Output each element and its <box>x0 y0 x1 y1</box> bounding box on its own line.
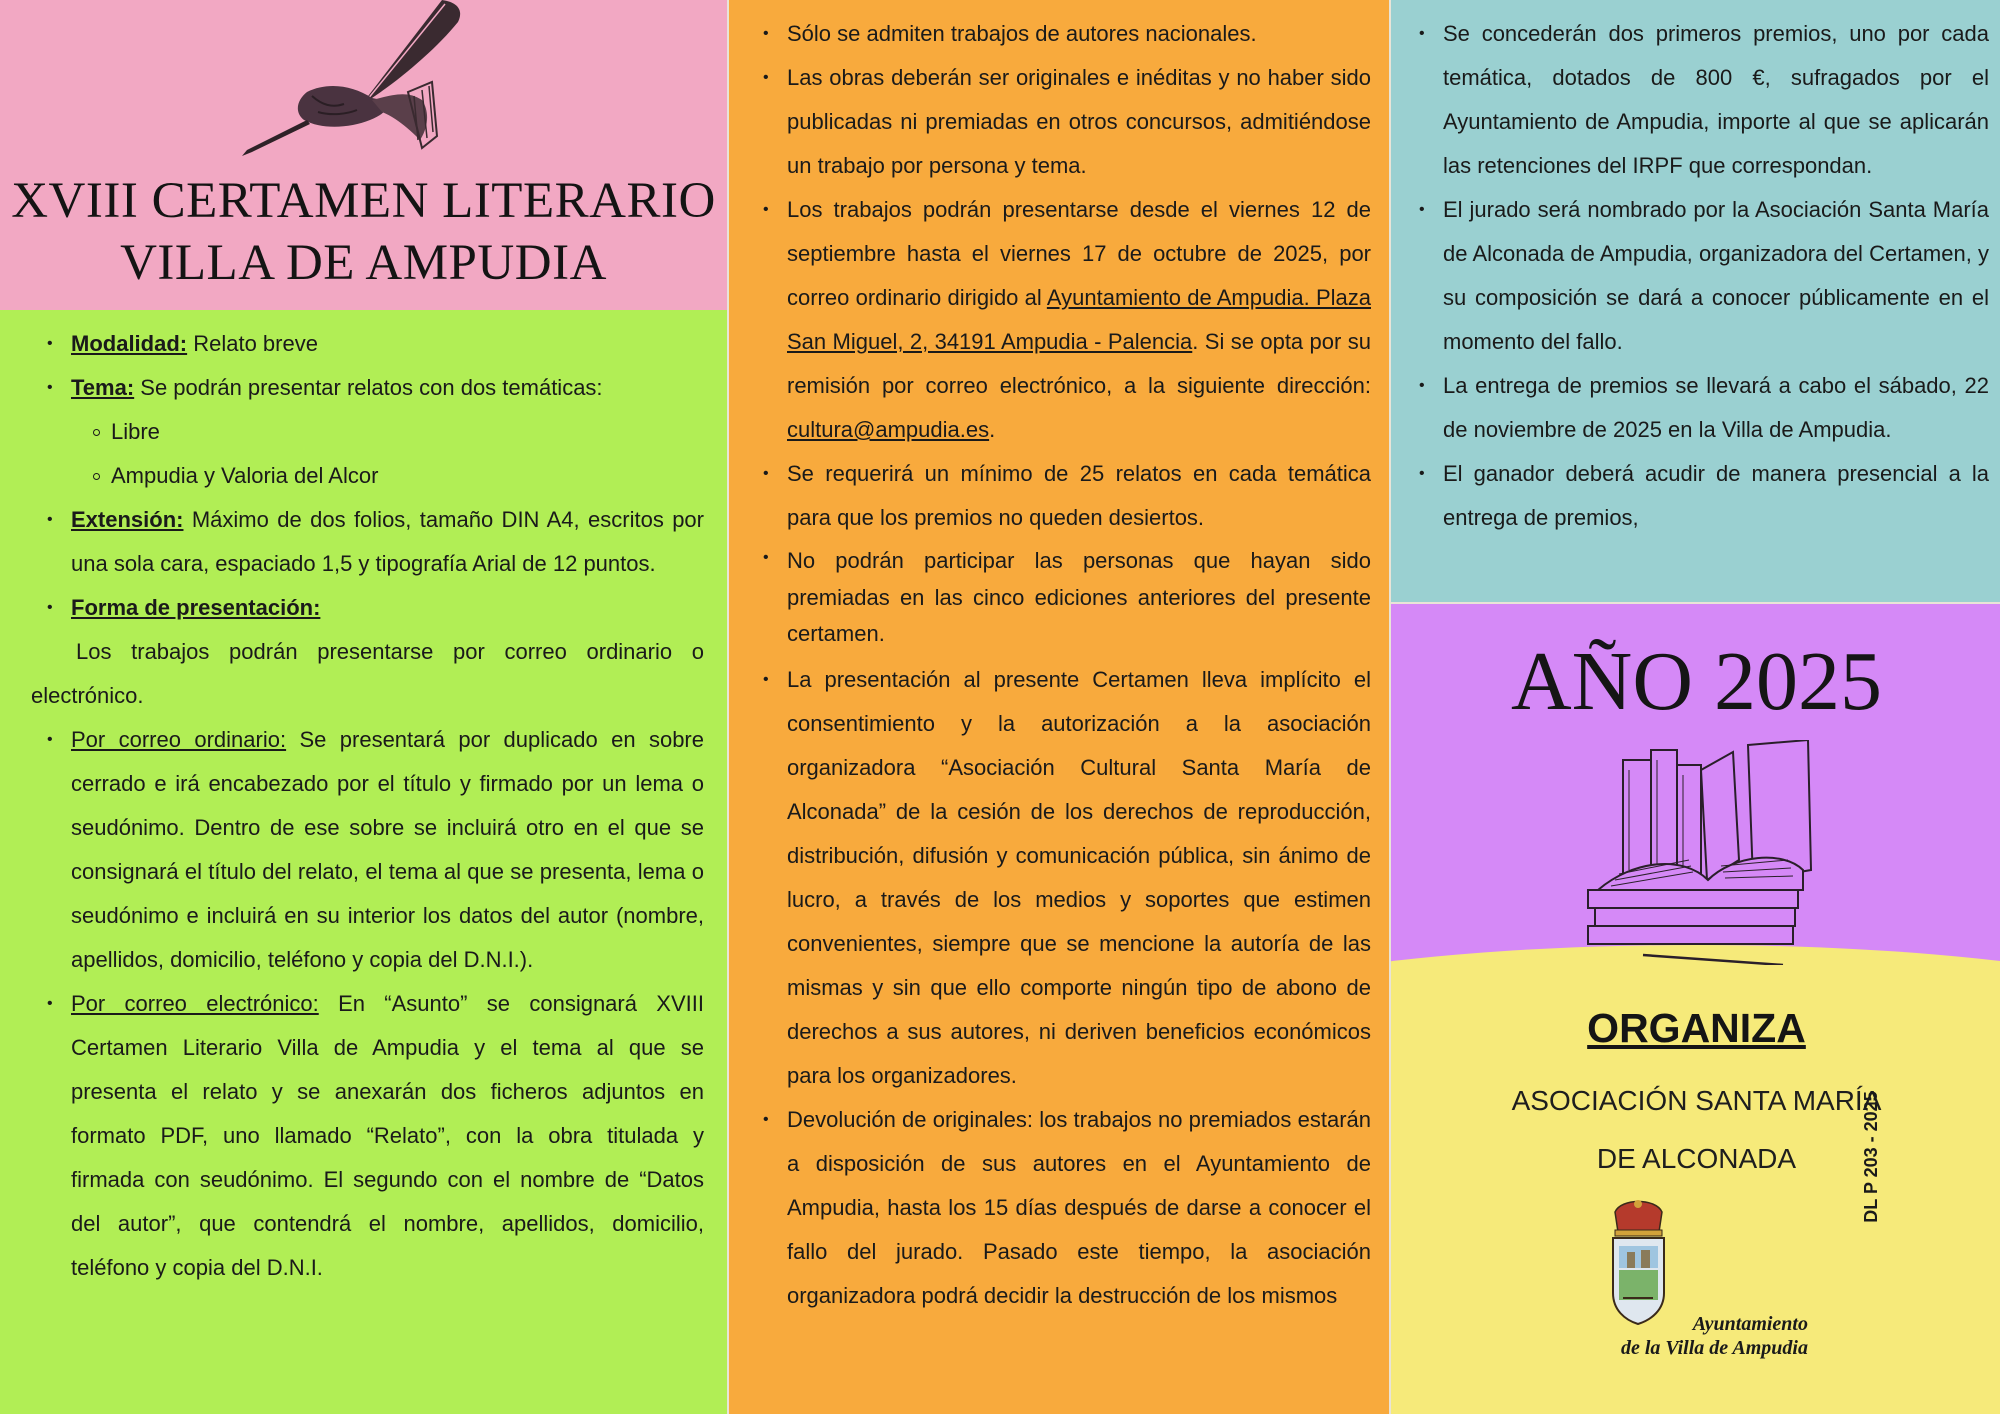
list-item-nacionales: • Sólo se admiten trabajos de autores nacionales. <box>747 12 1371 56</box>
organizer-name-line-2: DE ALCONADA <box>1596 1143 1797 1174</box>
list-item-premios: • Se concederán dos primeros premios, uno por cada temática, dotados de 800 €, sufragados por el Ayuntamiento de Ampudia, importe al que se aplicarán las retenciones del IRPF que correspondan. <box>1403 12 1989 188</box>
email-link[interactable]: cultura@ampudia.es <box>787 417 990 442</box>
list-item-exclusion: • No podrán participar las personas que hayan sido premiadas en las cinco ediciones anteriores del presente certamen. <box>747 540 1371 658</box>
column-middle <box>727 0 1389 1414</box>
rules-list-2 <box>31 498 704 630</box>
text-tema: Se podrán presentar relatos con dos temáticas: <box>134 375 603 400</box>
list-item-devolucion: • Devolución de originales: los trabajos no premiados estarán a disposición de sus autores en el Ayuntamiento de Ampudia, hasta los 15 días después de darse a conocer el fallo del jurado. Pasado este tiempo, la asociación organizadora podrá decidir la destrucción de los mismos <box>747 1098 1371 1318</box>
forma-text: Los trabajos podrán presentarse por correo ordinario o electrónico. <box>31 639 704 708</box>
list-item-cesion: • La presentación al presente Certamen lleva implícito el consentimiento y la autorización a la asociación organizadora “Asociación Cultural Santa María de Alconada” de la cesión de los derechos de reproducción, distribución, difusión y comunicación pública, sin ánimo de lucro, a través de los medios y soportes que estimen convenientes, siempre que se mencione la autoría de las mismas y sin que ello comporte ningún tipo de abono de derechos a sus autores, ni deriven beneficios económicos para los organizadores. <box>747 658 1371 1098</box>
text-ordinario: Se presentará por duplicado en sobre cerrado e irá encabezado por el título y firmado por un lema o seudónimo. Dentro de ese sobre se incluirá otro en el que se consignará el título del relato, el tema al que se presenta, lema o seudónimo e incluirá en su interior los datos del autor (nombre, apellidos, domicilio, teléfono y copia del D.N.I.). <box>71 727 704 972</box>
organiza-heading: ORGANIZA <box>1587 1005 1806 1051</box>
tema-options <box>31 410 704 498</box>
label-electronico: Por correo electrónico: <box>71 991 319 1016</box>
plazos-text-2: . Si se opta por su remisión por correo electrónico, a la siguiente dirección: <box>787 329 1371 398</box>
title-line-2: VILLA DE AMPUDIA <box>120 235 607 291</box>
rules-list-3 <box>31 718 704 1290</box>
legal-deposit: DL P 203 - 2025 <box>1861 1091 1881 1223</box>
column-right <box>1389 0 2000 1414</box>
list-item-ordinario <box>31 718 704 982</box>
organizer-name <box>1391 1072 2000 1188</box>
list-item-jurado: • El jurado será nombrado por la Asociación Santa María de Alconada de Ampudia, organizadora del Certamen, y su composición se dará a conocer públicamente en el momento del fallo. <box>1403 188 1989 364</box>
column-left <box>0 0 727 1414</box>
title-line-1: XVIII CERTAMEN LITERARIO <box>11 173 716 229</box>
rules-right <box>1403 12 1989 540</box>
ayuntamiento-line-2: de la Villa de Ampudia <box>1620 1337 1808 1359</box>
quill-hand-illustration <box>232 0 492 158</box>
list-item-originales: • Las obras deberán ser originales e inéditas y no haber sido publicadas ni premiadas en otros concursos, admitiéndose un trabajo por persona y tema. <box>747 56 1371 188</box>
label-ordinario: Por correo ordinario: <box>71 727 287 752</box>
list-item-extension <box>31 498 704 586</box>
plazos-text-3: . <box>989 417 996 442</box>
plazos-text: Los trabajos podrán presentarse desde el viernes 12 de septiembre hasta el viernes 17 de octubre de 2025, por correo ordinario dirigido al <box>787 197 1371 310</box>
list-item-plazos <box>747 188 1371 452</box>
rules-list-1 <box>31 322 704 410</box>
list-item-minimo: • Se requerirá un mínimo de 25 relatos en cada temática para que los premios no queden desiertos. <box>747 452 1371 540</box>
title-header <box>0 0 727 310</box>
text-modalidad: Relato breve <box>187 331 318 356</box>
address-link[interactable]: Ayuntamiento de Ampudia. Plaza San Miguel, 2, 34191 Ampudia - Palencia <box>787 285 1371 354</box>
books-illustration <box>1583 740 1813 965</box>
text-extension: Máximo de dos folios, tamaño DIN A4, escritos por una sola cara, espaciado 1,5 y tipografía Arial de 12 puntos. <box>71 507 704 576</box>
tema-option-ampudia: Ampudia y Valoria del Alcor <box>31 454 704 498</box>
list-item-modalidad <box>31 322 704 366</box>
list-item-forma <box>31 586 704 630</box>
organizer-name-line-1: ASOCIACIÓN SANTA MARÍA <box>1511 1085 1882 1116</box>
rules-middle <box>747 12 1371 1318</box>
ayuntamiento-logo-text <box>1613 1312 1808 1360</box>
label-extension: Extensión: <box>71 507 184 532</box>
label-tema: Tema: <box>71 375 135 400</box>
rules-list-right <box>1403 12 1989 540</box>
label-modalidad: Modalidad: <box>71 331 188 356</box>
rules-left <box>31 322 704 1290</box>
list-item-tema <box>31 366 704 410</box>
list-item-ganador: • El ganador deberá acudir de manera presencial a la entrega de premios, <box>1403 452 1989 540</box>
year-heading: AÑO 2025 <box>1511 635 1882 728</box>
tema-option-libre: Libre <box>31 410 704 454</box>
text-electronico: En “Asunto” se consignará XVIII Certamen Literario Villa de Ampudia y el tema al que se presenta el relato y se anexarán dos ficheros adjuntos en formato PDF, uno llamado “Relato”, con la obra titulada y firmada con seudónimo. El segundo con el nombre de “Datos del autor”, que contendrá el nombre, apellidos, domicilio, teléfono y copia del D.N.I. <box>71 991 704 1280</box>
rules-list-middle <box>747 12 1371 1318</box>
list-item-electronico <box>31 982 704 1290</box>
label-forma: Forma de presentación: <box>71 595 321 620</box>
page-title <box>0 170 727 294</box>
list-item-entrega: • La entrega de premios se llevará a cabo el sábado, 22 de noviembre de 2025 en la Villa de Ampudia. <box>1403 364 1989 452</box>
ayuntamiento-line-1: Ayuntamiento <box>1692 1313 1808 1335</box>
